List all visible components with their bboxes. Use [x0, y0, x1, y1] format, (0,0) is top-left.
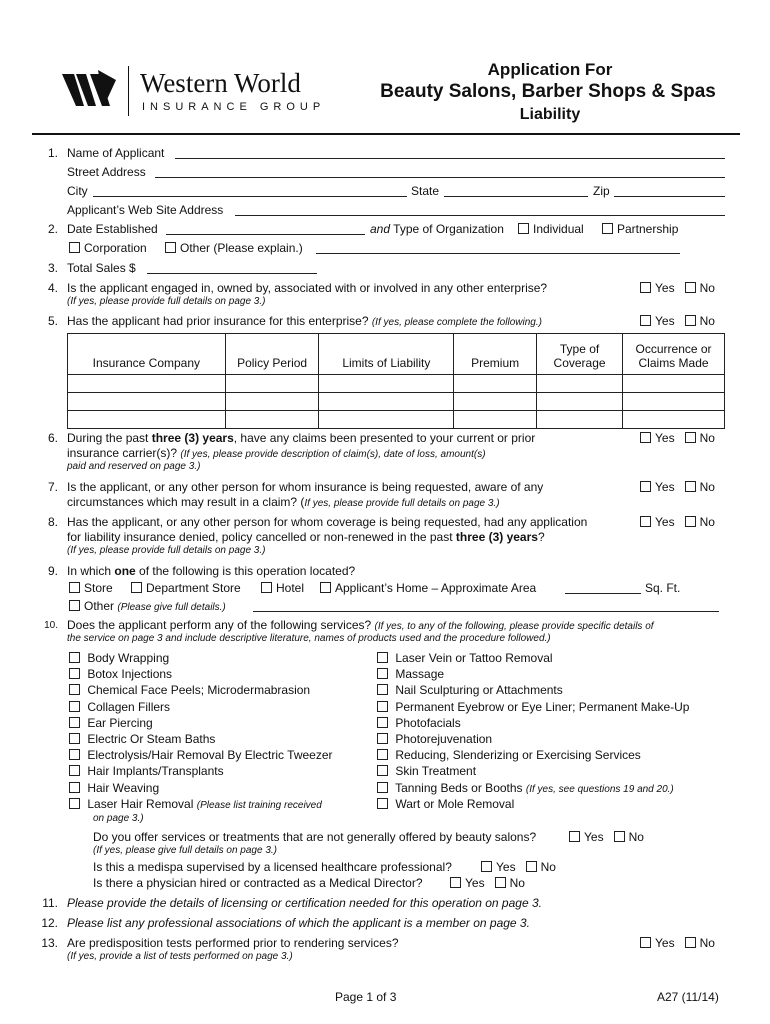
q3-number: 3.	[47, 261, 58, 275]
checkbox-store[interactable]	[69, 582, 80, 593]
name-field[interactable]	[175, 158, 725, 159]
company-subtitle: INSURANCE GROUP	[142, 101, 326, 113]
service-checkbox[interactable]	[69, 652, 80, 663]
q7-yes-checkbox[interactable]	[640, 481, 651, 492]
sub1-yes-checkbox[interactable]	[569, 831, 580, 842]
q7-yes-no[interactable]	[640, 480, 715, 494]
checkbox-individual[interactable]	[518, 223, 529, 234]
q1-number: 1.	[47, 146, 58, 160]
list-item[interactable]	[69, 715, 333, 731]
q5-yes-no[interactable]	[640, 314, 715, 328]
yes-label: Yes	[584, 830, 604, 844]
q4-note: (If yes, please provide full details on page 3.)	[67, 296, 266, 307]
laser-note: (Please list training received	[196, 799, 322, 811]
sqft-label: Sq. Ft.	[645, 581, 681, 595]
service-checkbox[interactable]	[69, 782, 80, 793]
checkbox-corporation[interactable]	[69, 242, 80, 253]
no-label: No	[699, 281, 715, 295]
location-dept-store[interactable]	[131, 581, 241, 595]
org-individual[interactable]	[518, 222, 584, 236]
checkbox-dept-store[interactable]	[131, 582, 142, 593]
q11-text: Please provide the details of licensing or certification needed for this operation on page 3.	[67, 896, 542, 910]
service-checkbox[interactable]	[69, 668, 80, 679]
list-item[interactable]	[377, 666, 689, 682]
list-item[interactable]	[377, 780, 689, 796]
area-field[interactable]	[565, 593, 641, 594]
q10-sub2-yes-no[interactable]	[481, 860, 556, 874]
yes-label: Yes	[655, 431, 675, 445]
q6-note2: (If yes, please provide description of claim(s), date of loss, amount(s)	[180, 449, 486, 460]
q9-number: 9.	[47, 564, 58, 578]
table-header-row	[68, 334, 725, 375]
location-other-label: Other	[84, 599, 115, 613]
q5-question: Has the applicant had prior insurance for this enterprise?	[67, 314, 369, 328]
q8-line2	[67, 530, 545, 544]
q6-yes-checkbox[interactable]	[640, 432, 651, 443]
service-checkbox[interactable]	[377, 782, 388, 793]
zip-field[interactable]	[614, 196, 725, 197]
q8-line2a: for liability insurance denied, policy cancelled or non-renewed in the past	[67, 530, 456, 544]
org-other-label: Other (Please explain.)	[180, 241, 303, 255]
total-sales-label: Total Sales $	[67, 261, 136, 275]
list-item[interactable]	[377, 747, 689, 763]
q10-question: Does the applicant perform any of the following services?	[67, 618, 372, 632]
service-label: Body Wrapping	[87, 651, 170, 665]
location-other[interactable]	[69, 599, 226, 613]
yes-label: Yes	[496, 860, 516, 874]
total-sales-field[interactable]	[147, 273, 317, 274]
table-row[interactable]	[68, 375, 725, 393]
partnership-label: Partnership	[617, 222, 679, 236]
city-label: City	[67, 184, 88, 198]
yes-label: Yes	[655, 936, 675, 950]
service-checkbox[interactable]	[377, 684, 388, 695]
service-checkbox[interactable]	[377, 652, 388, 663]
q4-number: 4.	[47, 281, 58, 295]
form-id: A27 (11/14)	[657, 990, 719, 1004]
org-other[interactable]	[165, 241, 303, 255]
list-item[interactable]	[69, 650, 333, 666]
location-hotel[interactable]	[261, 581, 304, 595]
col-insurance-company: Insurance Company	[68, 334, 226, 375]
no-label: No	[699, 936, 715, 950]
q2-number: 2.	[47, 222, 58, 236]
checkbox-location-other[interactable]	[69, 600, 80, 611]
service-label: Laser Vein or Tattoo Removal	[395, 651, 553, 665]
state-label: State	[411, 184, 440, 198]
org-other-field[interactable]	[316, 253, 680, 254]
yes-label: Yes	[655, 314, 675, 328]
q5-yes-checkbox[interactable]	[640, 315, 651, 326]
individual-label: Individual	[533, 222, 584, 236]
q10-sub3: Is there a physician hired or contracted as a Medical Director?	[93, 876, 423, 890]
service-checkbox[interactable]	[69, 684, 80, 695]
service-checkbox[interactable]	[377, 668, 388, 679]
q7-number: 7.	[47, 480, 58, 494]
q9-text-c: of the following is this operation located?	[135, 564, 356, 578]
q8-number: 8.	[47, 515, 58, 529]
q13-text: Are predisposition tests performed prior to rendering services?	[67, 936, 399, 950]
zip-label: Zip	[593, 184, 610, 198]
q12-text: Please list any professional associations of which the applicant is a member on page 3.	[67, 916, 530, 930]
service-label: Tanning Beds or Booths	[395, 780, 523, 795]
service-label: Collagen Fillers	[87, 699, 171, 714]
service-checkbox[interactable]	[377, 717, 388, 728]
website-field[interactable]	[235, 215, 725, 216]
no-label: No	[699, 480, 715, 494]
page-number: Page 1 of 3	[335, 990, 397, 1004]
service-checkbox[interactable]	[69, 733, 80, 744]
service-label: Skin Treatment	[395, 764, 477, 779]
date-established-field[interactable]	[166, 234, 365, 235]
service-label: Nail Sculpturing or Attachments	[395, 683, 563, 698]
logo-divider	[128, 66, 129, 116]
home-label: Applicant’s Home – Approximate Area	[335, 581, 537, 595]
q11-number: 11.	[42, 896, 58, 910]
service-checkbox[interactable]	[377, 765, 388, 776]
q5-note: (If yes, please complete the following.)	[371, 317, 542, 328]
location-other-field[interactable]	[253, 611, 719, 612]
service-label: Electric Or Steam Baths	[87, 731, 216, 746]
yes-label: Yes	[655, 281, 675, 295]
q6-number: 6.	[47, 431, 58, 445]
form-title-3: Liability	[519, 106, 581, 123]
q6-note3: paid and reserved on page 3.)	[67, 461, 201, 472]
q4-yes-checkbox[interactable]	[640, 282, 651, 293]
company-logo	[62, 66, 122, 119]
q9-text-b: one	[114, 564, 136, 578]
website-label: Applicant’s Web Site Address	[67, 203, 224, 217]
q4-text: Is the applicant engaged in, owned by, associated with or involved in any other enterprise?	[67, 281, 548, 295]
service-label: Photofacials	[395, 715, 461, 730]
q13-number: 13.	[41, 936, 58, 950]
checkbox-hotel[interactable]	[261, 582, 272, 593]
list-item[interactable]	[377, 682, 689, 698]
dept-store-label: Department Store	[146, 581, 241, 595]
form-title-1: Application For	[487, 60, 613, 79]
corporation-label: Corporation	[84, 241, 147, 255]
q12-number: 12.	[41, 916, 58, 930]
location-other-note: (Please give full details.)	[117, 602, 226, 613]
service-label: Wart or Mole Removal	[395, 796, 515, 811]
service-checkbox[interactable]	[69, 749, 80, 760]
q4-no-checkbox[interactable]	[685, 282, 696, 293]
prior-insurance-table	[67, 333, 725, 429]
services-right-list	[377, 650, 689, 812]
list-item[interactable]	[69, 780, 333, 796]
no-label: No	[628, 830, 644, 844]
service-label: Permanent Eyebrow or Eye Liner; Permanent Make-Up	[395, 699, 690, 714]
table-row[interactable]	[68, 393, 725, 411]
q4-yes-no[interactable]	[640, 281, 715, 295]
q9-text-a: In which	[67, 564, 115, 578]
sub1-no-checkbox[interactable]	[614, 831, 625, 842]
no-label: No	[540, 860, 556, 874]
company-name: Western World	[140, 68, 301, 98]
services-left-list	[69, 650, 333, 812]
q10-sub1-yes-no[interactable]	[569, 830, 644, 844]
service-checkbox[interactable]	[69, 765, 80, 776]
col-limits: Limits of Liability	[319, 334, 454, 375]
q13-no-checkbox[interactable]	[685, 937, 696, 948]
q7-line2	[67, 495, 500, 509]
q10-text	[67, 618, 654, 632]
q9-text	[67, 564, 355, 578]
q8-yes-checkbox[interactable]	[640, 516, 651, 527]
list-item[interactable]	[377, 731, 689, 747]
list-item[interactable]	[69, 731, 333, 747]
type-org-text: Type of Organization	[393, 222, 504, 236]
service-label: Reducing, Slenderizing or Exercising Services	[395, 748, 641, 763]
q6-text-b: three (3) years	[151, 431, 234, 445]
q6-yes-no[interactable]	[640, 431, 715, 445]
q6-text-a: During the past	[67, 431, 152, 445]
q10-sub2: Is this a medispa supervised by a licensed healthcare professional?	[93, 860, 452, 874]
service-checkbox[interactable]	[69, 701, 80, 712]
q6-text-c: , have any claims been presented to your current or prior	[233, 431, 536, 445]
service-checkbox[interactable]	[69, 717, 80, 728]
q10-note1: (If yes, to any of the following, please provide specific details of	[374, 621, 654, 632]
yes-label: Yes	[655, 480, 675, 494]
col-policy-period: Policy Period	[225, 334, 319, 375]
header-rule	[32, 133, 740, 135]
q6-text	[67, 431, 535, 445]
q5-text	[67, 314, 542, 328]
sub2-no-checkbox[interactable]	[526, 861, 537, 872]
list-item[interactable]	[377, 650, 689, 666]
q8-yes-no[interactable]	[640, 515, 715, 529]
q6-no-checkbox[interactable]	[685, 432, 696, 443]
list-item[interactable]	[377, 715, 689, 731]
checkbox-partnership[interactable]	[602, 223, 613, 234]
service-checkbox[interactable]	[69, 798, 80, 809]
service-label: Botox Injections	[87, 667, 173, 682]
street-field[interactable]	[155, 177, 725, 178]
checkbox-org-other[interactable]	[165, 242, 176, 253]
q6-line2	[67, 446, 486, 460]
col-occurrence: Occurrence or Claims Made	[623, 334, 725, 375]
q8-line1: Has the applicant, or any other person for whom coverage is being requested, had any application	[67, 515, 588, 529]
list-item[interactable]	[377, 699, 689, 715]
q13-yes-checkbox[interactable]	[640, 937, 651, 948]
q10-sub1-note: (If yes, please give full details on page 3.)	[93, 845, 277, 856]
service-label: Hair Implants/Transplants	[87, 764, 224, 779]
no-label: No	[699, 314, 715, 328]
col-premium: Premium	[454, 334, 537, 375]
org-corporation[interactable]	[69, 241, 147, 255]
q8-line2b: three (3) years	[455, 530, 538, 544]
service-label: Ear Piercing	[87, 715, 153, 730]
service-label: Chemical Face Peels; Microdermabrasion	[87, 683, 311, 698]
state-field[interactable]	[444, 196, 588, 197]
q8-line2c: ?	[537, 530, 545, 544]
q10-sub3-yes-no[interactable]	[450, 876, 525, 890]
list-item[interactable]	[69, 682, 333, 698]
table-row[interactable]	[68, 411, 725, 429]
q7-line1: Is the applicant, or any other person for whom insurance is being requested, aware of any	[67, 480, 544, 494]
store-label: Store	[84, 581, 113, 595]
q13-note: (If yes, provide a list of tests performed on page 3.)	[67, 951, 293, 962]
service-checkbox[interactable]	[377, 733, 388, 744]
service-label: Laser Hair Removal	[87, 796, 194, 811]
list-item[interactable]	[69, 747, 333, 763]
q13-yes-no[interactable]	[640, 936, 715, 950]
service-checkbox[interactable]	[377, 701, 388, 712]
service-label: Hair Weaving	[87, 780, 160, 795]
service-checkbox[interactable]	[377, 749, 388, 760]
q10-sub1: Do you offer services or treatments that are not generally offered by beauty salons?	[93, 830, 537, 844]
sub3-yes-checkbox[interactable]	[450, 877, 461, 888]
org-partnership[interactable]	[602, 222, 678, 236]
list-item[interactable]	[69, 666, 333, 682]
and-label: and	[370, 222, 391, 236]
q8-no-checkbox[interactable]	[685, 516, 696, 527]
laser-note-2: on page 3.)	[93, 813, 144, 824]
sub2-yes-checkbox[interactable]	[481, 861, 492, 872]
service-label: Electrolysis/Hair Removal By Electric Tweezer	[87, 748, 333, 763]
city-field[interactable]	[93, 196, 407, 197]
service-label: Massage	[395, 667, 445, 682]
q7-line2-text: circumstances which may result in a claim? (	[67, 495, 305, 509]
hotel-label: Hotel	[276, 581, 305, 595]
sub3-no-checkbox[interactable]	[495, 877, 506, 888]
no-label: No	[509, 876, 525, 890]
q10-note2: the service on page 3 and include descriptive literature, names of products used and the procedure followed.)	[67, 633, 551, 644]
street-label: Street Address	[67, 165, 146, 179]
location-store[interactable]	[69, 581, 113, 595]
col-type-coverage: Type of Coverage	[537, 334, 623, 375]
q7-no-checkbox[interactable]	[685, 481, 696, 492]
form-title-2: Beauty Salons, Barber Shops & Spas	[380, 81, 716, 102]
location-home[interactable]	[320, 581, 536, 595]
q5-number: 5.	[47, 314, 58, 328]
q5-no-checkbox[interactable]	[685, 315, 696, 326]
list-item[interactable]	[69, 699, 333, 715]
q8-note: (If yes, please provide full details on page 3.)	[67, 545, 266, 556]
service-label: Photorejuvenation	[395, 731, 493, 746]
list-item[interactable]	[69, 796, 333, 812]
western-world-logo-icon	[62, 66, 122, 116]
date-established-label: Date Established	[67, 222, 158, 236]
no-label: No	[699, 431, 715, 445]
list-item[interactable]	[377, 796, 689, 812]
q10-number: 10.	[44, 620, 58, 631]
type-org-label	[370, 222, 504, 236]
list-item[interactable]	[69, 763, 333, 779]
yes-label: Yes	[465, 876, 485, 890]
list-item[interactable]	[377, 763, 689, 779]
q7-note: If yes, please provide full details on page 3.)	[304, 498, 500, 509]
tanning-note: (If yes, see questions 19 and 20.)	[525, 783, 674, 795]
q6-line2-text: insurance carrier(s)?	[67, 446, 178, 460]
name-label: Name of Applicant	[67, 146, 165, 160]
checkbox-home[interactable]	[320, 582, 331, 593]
service-checkbox[interactable]	[377, 798, 388, 809]
yes-label: Yes	[655, 515, 675, 529]
no-label: No	[699, 515, 715, 529]
